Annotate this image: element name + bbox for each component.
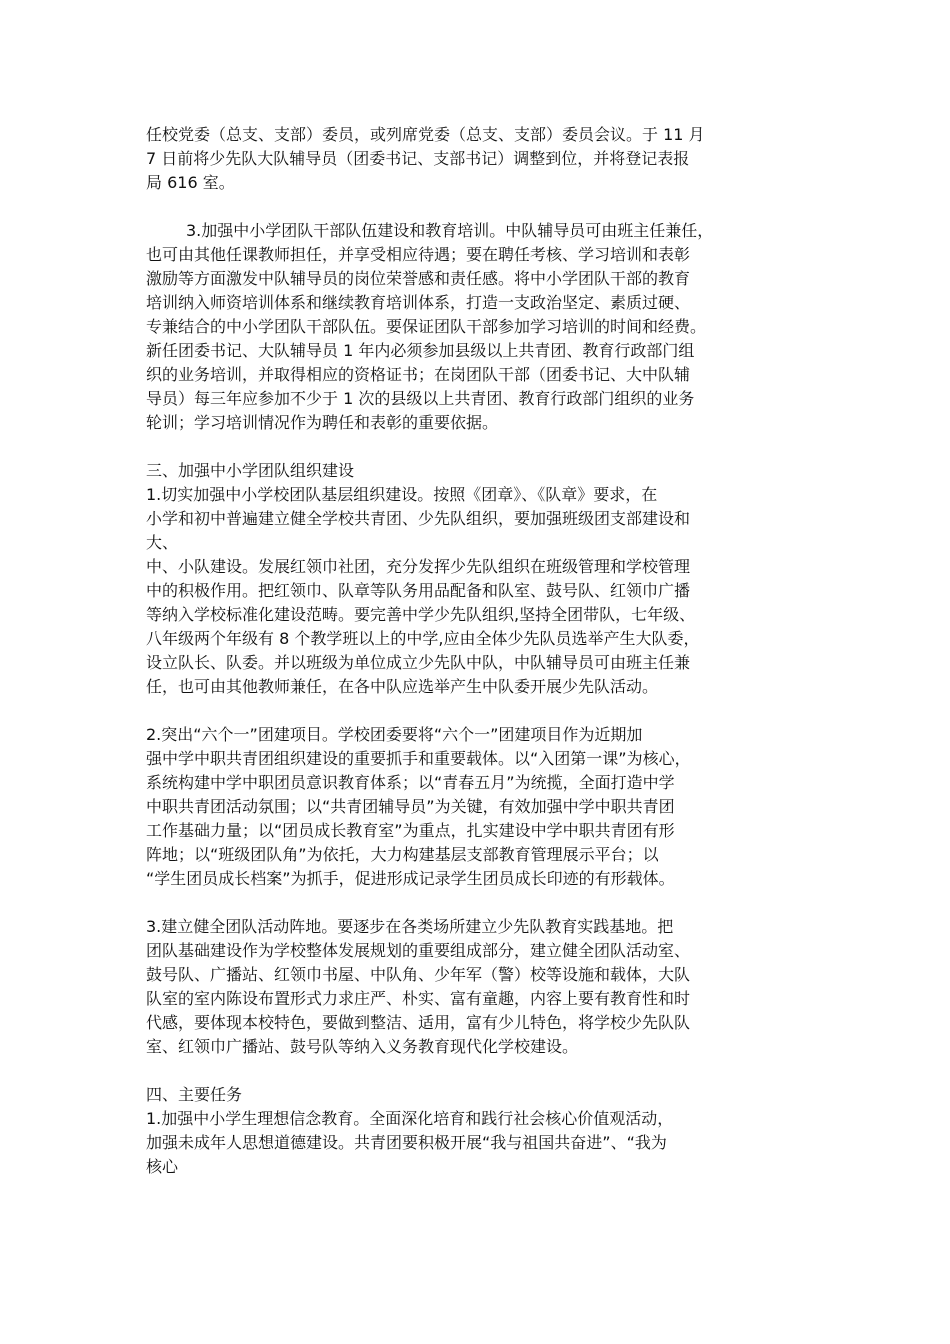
text-line: 中的积极作用。把红领巾、队章等队务用品配备和队室、鼓号队、红领巾广播 [146, 581, 691, 600]
paragraph-gap [146, 699, 814, 723]
text-line: 导员）每三年应参加不少于 1 次的县级以上共青团、教育行政部门组织的业务 [146, 389, 695, 408]
text-line: 2.突出“六个一”团建项目。学校团委要将“六个一”团建项目作为近期加 [146, 725, 643, 744]
text-line: 代感，要体现本校特色，要做到整洁、适用，富有少儿特色，将学校少先队队 [146, 1013, 691, 1032]
text-line: 任，也可由其他教师兼任，在各中队应选举产生中队委开展少先队活动。 [146, 677, 659, 696]
text-line: 3.建立健全团队活动阵地。要逐步在各类场所建立少先队教育实践基地。把 [146, 917, 674, 936]
paragraph [146, 123, 814, 195]
text-line: 1.切实加强中小学校团队基层组织建设。按照《团章》、《队章》要求，在 [146, 485, 658, 504]
text-line: 设立队长、队委。并以班级为单位成立少先队中队，中队辅导员可由班主任兼 [146, 653, 691, 672]
text-line: 激励等方面激发中队辅导员的岗位荣誉感和责任感。将中小学团队干部的教育 [146, 269, 691, 288]
paragraph-gap [146, 1059, 814, 1083]
text-line: 1.加强中小学生理想信念教育。全面深化培育和践行社会核心价值观活动， [146, 1109, 674, 1128]
text-line: 阵地；以“班级团队角”为依托，大力构建基层支部教育管理展示平台；以 [146, 845, 659, 864]
text-line: 强中学中职共青团组织建设的重要抓手和重要载体。以“入团第一课”为核心， [146, 749, 691, 768]
document-body [146, 123, 814, 1179]
text-line: 八年级两个年级有 8 个教学班以上的中学,应由全体少先队员选举产生大队委， [146, 629, 700, 648]
paragraph-gap [146, 891, 814, 915]
paragraph-gap [146, 435, 814, 459]
text-line: 任校党委（总支、支部）委员，或列席党委（总支、支部）委员会议。于 11 月 [146, 125, 705, 144]
text-line: 核心 [146, 1157, 179, 1176]
text-line: 中职共青团活动氛围；以“共青团辅导员”为关键，有效加强中学中职共青团 [146, 797, 675, 816]
text-line: 室、红领巾广播站、鼓号队等纳入义务教育现代化学校建设。 [146, 1037, 579, 1056]
text-line: 轮训；学习培训情况作为聘任和表彰的重要依据。 [146, 413, 499, 432]
text-line: 局 616 室。 [146, 173, 235, 192]
paragraph [146, 723, 814, 891]
paragraph [146, 219, 814, 435]
text-line: 队室的室内陈设布置形式力求庄严、朴实、富有童趣，内容上要有教育性和时 [146, 989, 691, 1008]
text-line: 加强未成年人思想道德建设。共青团要积极开展“我与祖国共奋进”、“我为 [146, 1133, 667, 1152]
paragraph-gap [146, 195, 814, 219]
text-line: 系统构建中学中职团员意识教育体系；以“青春五月”为统揽，全面打造中学 [146, 773, 675, 792]
text-line: 3.加强中小学团队干部队伍建设和教育培训。中队辅导员可由班主任兼任， [186, 221, 714, 240]
text-line: 织的业务培训，并取得相应的资格证书；在岗团队干部（团委书记、大中队辅 [146, 365, 691, 384]
text-line: 中、小队建设。发展红领巾社团，充分发挥少先队组织在班级管理和学校管理 [146, 557, 691, 576]
text-line: 小学和初中普遍建立健全学校共青团、少先队组织，要加强班级团支部建设和 [146, 509, 691, 528]
text-line: “学生团员成长档案”为抓手，促进形成记录学生团员成长印迹的有形载体。 [146, 869, 675, 888]
section-heading: 三、加强中小学团队组织建设 [146, 461, 355, 480]
text-line: 大、 [146, 533, 179, 552]
section-heading: 四、主要任务 [146, 1085, 243, 1104]
paragraph [146, 459, 814, 699]
text-line: 等纳入学校标准化建设范畴。要完善中学少先队组织,坚持全团带队，七年级、 [146, 605, 696, 624]
text-line: 也可由其他任课教师担任，并享受相应待遇；要在聘任考核、学习培训和表彰 [146, 245, 691, 264]
paragraph [146, 1083, 814, 1179]
text-line: 专兼结合的中小学团队干部队伍。要保证团队干部参加学习培训的时间和经费。 [146, 317, 707, 336]
paragraph [146, 915, 814, 1059]
text-line: 鼓号队、广播站、红领巾书屋、中队角、少年军（警）校等设施和载体，大队 [146, 965, 691, 984]
text-line: 培训纳入师资培训体系和继续教育培训体系，打造一支政治坚定、素质过硬、 [146, 293, 691, 312]
text-line: 7 日前将少先队大队辅导员（团委书记、支部书记）调整到位，并将登记表报 [146, 149, 690, 168]
text-line: 工作基础力量；以“团员成长教育室”为重点，扎实建设中学中职共青团有形 [146, 821, 675, 840]
text-line: 团队基础建设作为学校整体发展规划的重要组成部分，建立健全团队活动室、 [146, 941, 691, 960]
text-line: 新任团委书记、大队辅导员 1 年内必须参加县级以上共青团、教育行政部门组 [146, 341, 695, 360]
